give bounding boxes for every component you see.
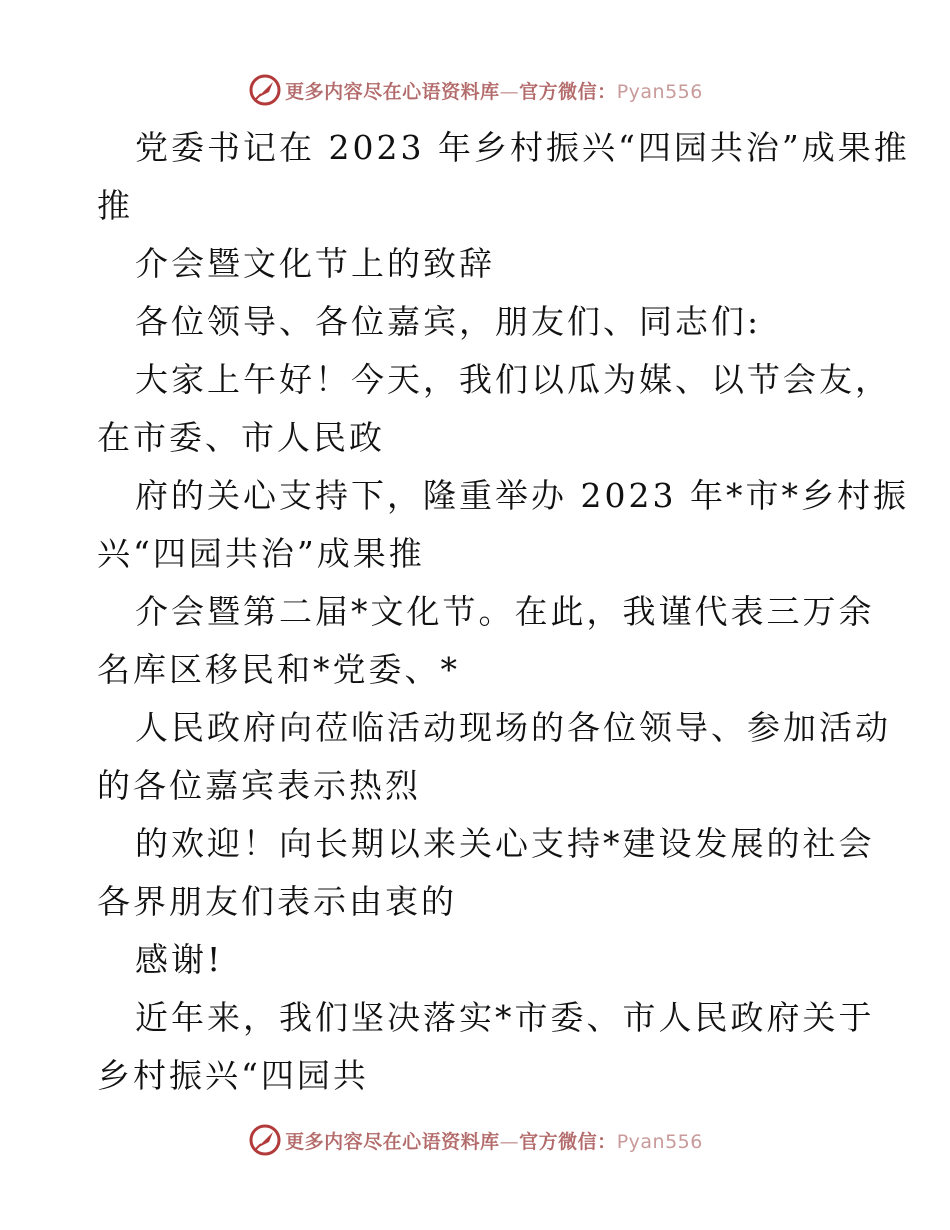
- watermark-wechat-id: Pyan556: [616, 1130, 703, 1153]
- watermark-wechat-label: 官方微信：: [519, 1130, 617, 1153]
- doc-line: 各界朋友们表示由衷的: [97, 882, 457, 921]
- doc-line: 大家上午好！今天，我们以瓜为媒、以节会友，: [135, 360, 891, 399]
- watermark-wechat-id: Pyan556: [616, 80, 703, 103]
- doc-line: 介会暨第二届*文化节。在此，我谨代表三万余: [135, 592, 875, 631]
- doc-line: 感谢!: [135, 940, 224, 979]
- quill-logo-icon: [247, 72, 283, 108]
- doc-line: 近年来，我们坚决落实*市委、市人民政府关于: [135, 998, 875, 1037]
- watermark-site-text: 更多内容尽在心语资料库: [285, 1130, 500, 1153]
- doc-line: 在市委、市人民政: [97, 418, 385, 457]
- doc-line: 介会暨文化节上的致辞: [135, 244, 495, 283]
- watermark-site-text: 更多内容尽在心语资料库: [285, 80, 500, 103]
- doc-line: 人民政府向莅临活动现场的各位领导、参加活动: [135, 708, 891, 747]
- watermark-dash: —: [499, 1130, 520, 1153]
- watermark-banner-top: [0, 70, 950, 110]
- doc-line: 名库区移民和*党委、*: [97, 650, 460, 689]
- doc-line: 各位领导、各位嘉宾，朋友们、同志们:: [135, 302, 762, 341]
- doc-line: 的各位嘉宾表示热烈: [97, 766, 421, 805]
- doc-line: 的欢迎！向长期以来关心支持*建设发展的社会: [135, 824, 875, 863]
- watermark-wechat-label: 官方微信：: [519, 80, 617, 103]
- doc-line: 兴“四园共治”成果推: [97, 534, 425, 573]
- watermark-dash: —: [499, 80, 520, 103]
- doc-line: 乡村振兴“四园共: [97, 1056, 369, 1095]
- doc-line: 党委书记在 2023 年乡村振兴“四园共治”成果推: [135, 128, 910, 167]
- quill-logo-icon: [247, 1122, 283, 1158]
- doc-line: 推: [97, 186, 133, 225]
- doc-line: 府的关心支持下，隆重举办 2023 年*市*乡村振: [135, 476, 909, 515]
- watermark-banner-bottom: [0, 1120, 950, 1160]
